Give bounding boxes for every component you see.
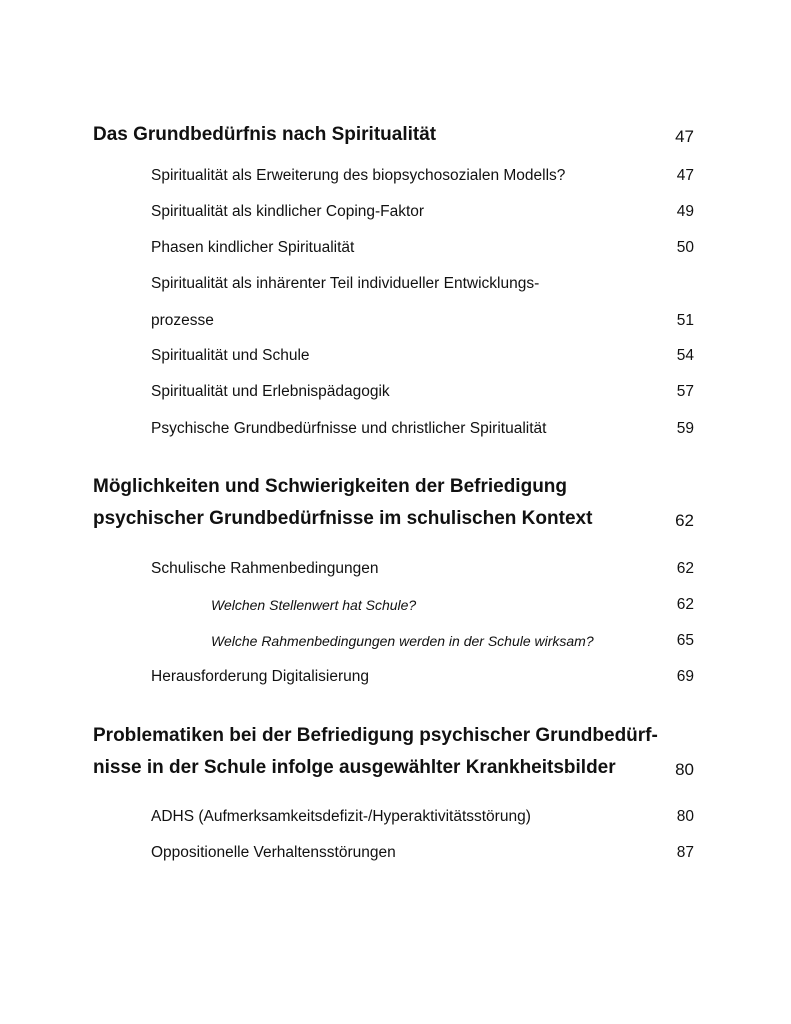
page-number: 62	[676, 560, 694, 577]
page-number: 51	[676, 312, 694, 329]
page-number: 80	[675, 760, 694, 779]
toc-entry: Psychische Grundbedürfnisse und christlicher Spiritualität	[151, 420, 547, 437]
section-heading: Problematiken bei der Befriedigung psychischer Grundbedürf-	[93, 725, 658, 746]
toc-entry: Spiritualität als kindlicher Coping-Faktor	[151, 203, 425, 220]
toc-subentry: Welche Rahmenbedingungen werden in der Schule wirksam?	[211, 633, 594, 649]
toc-entry: ADHS (Aufmerksamkeitsdefizit-/Hyperaktivitätsstörung)	[151, 808, 531, 825]
page-number: 69	[676, 668, 694, 685]
page-number: 62	[675, 511, 694, 530]
section-heading: Möglichkeiten und Schwierigkeiten der Befriedigung	[93, 476, 568, 497]
page-number: 65	[676, 632, 694, 649]
toc-entry: Herausforderung Digitalisierung	[151, 668, 369, 685]
toc-entry: Phasen kindlicher Spiritualität	[151, 239, 355, 256]
page-number: 80	[676, 808, 694, 825]
toc-entry: Oppositionelle Verhaltensstörungen	[151, 844, 396, 861]
page-number: 49	[676, 203, 694, 220]
page-number: 54	[676, 347, 694, 364]
toc-entry: Spiritualität und Schule	[151, 347, 310, 364]
page-number: 59	[676, 420, 694, 437]
page-number: 87	[676, 844, 694, 861]
page-number: 50	[676, 239, 694, 256]
section-heading: Das Grundbedürfnis nach Spiritualität	[93, 124, 437, 145]
toc-entry-continuation: prozesse	[151, 312, 214, 329]
toc-entry: Schulische Rahmenbedingungen	[151, 560, 379, 577]
page-number: 47	[675, 127, 694, 146]
toc-subentry: Welchen Stellenwert hat Schule?	[211, 597, 417, 613]
toc-entry: Spiritualität und Erlebnispädagogik	[151, 383, 390, 400]
page-number: 57	[676, 383, 694, 400]
toc-entry: Spiritualität als Erweiterung des biopsychosozialen Modells?	[151, 167, 566, 184]
toc-entry: Spiritualität als inhärenter Teil individueller Entwicklungs-	[151, 275, 540, 292]
section-heading-continuation: nisse in der Schule infolge ausgewählter Krankheitsbilder	[93, 757, 616, 778]
page-number: 62	[676, 596, 694, 613]
section-heading-continuation: psychischer Grundbedürfnisse im schulischen Kontext	[93, 508, 593, 529]
page-number: 47	[676, 167, 694, 184]
